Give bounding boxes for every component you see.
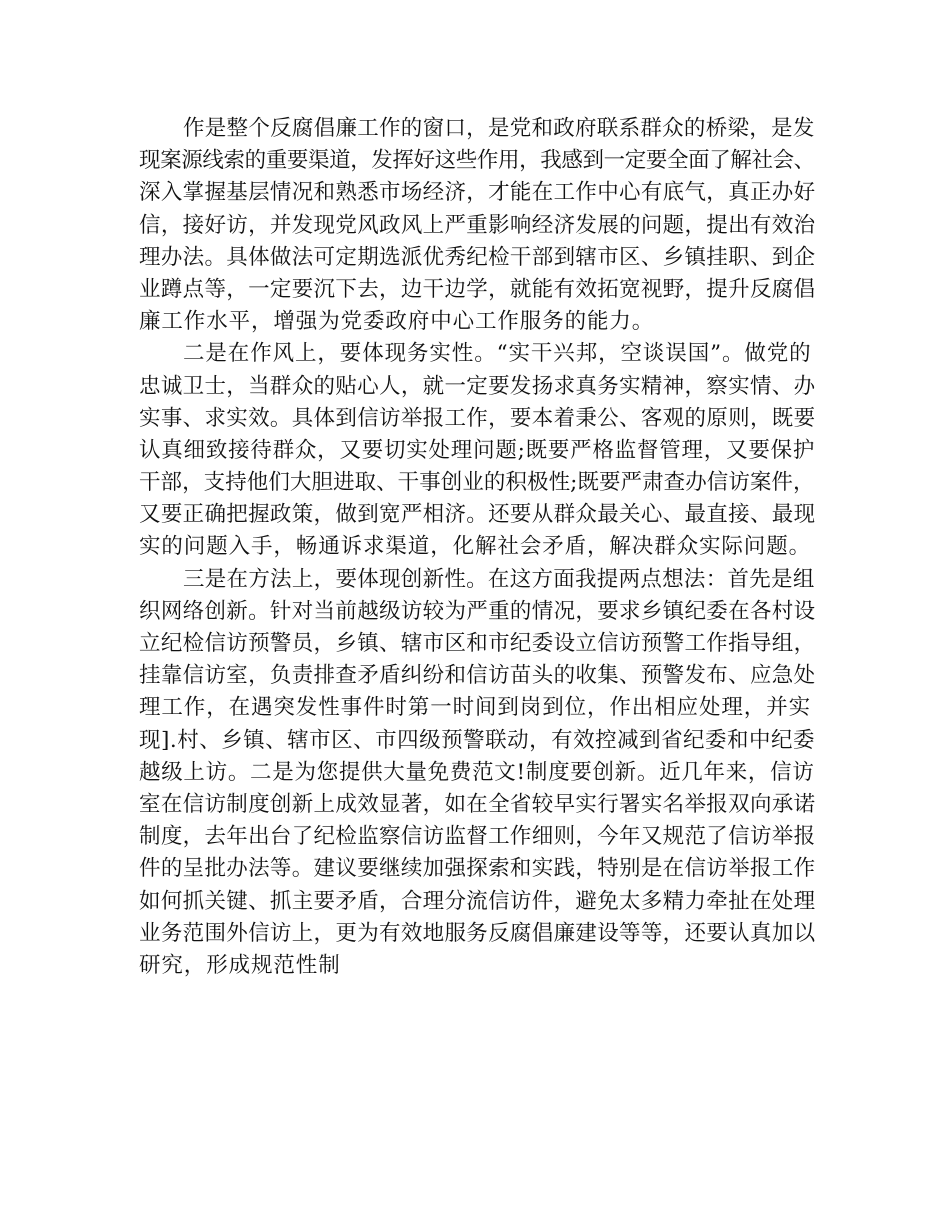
text-line: 作是整个反腐倡廉工作的窗口，是党和政府联系群众的桥梁，是发 [183, 116, 815, 141]
text-line: 廉工作水平，增强为党委政府中心工作服务的能力。 [139, 309, 655, 335]
text-line: 越级上访。二是为您提供大量免费范文!制度要创新。近几年来，信访 [139, 759, 815, 785]
text-line: 业务范围外信访上，更为有效地服务反腐倡廉建设等等，还要认真加以 [139, 920, 816, 946]
text-line: 现案源线索的重要渠道，发挥好这些作用，我感到一定要全面了解社会、 [139, 148, 815, 174]
text-line: 二是在作风上，要体现务实性。“实干兴邦，空谈误国”。做党的 [183, 341, 812, 367]
text-line: 理工作，在遇突发性事件时第一时间到岗到位，作出相应处理，并实 [139, 695, 812, 721]
text-line: 信，接好访，并发现党风政风上严重影响经济发展的问题，提出有效治 [139, 212, 816, 238]
text-line: 认真细致接待群众，又要切实处理问题;既要严格监督管理，又要保护 [139, 437, 816, 463]
text-line: 制度，去年出台了纪检监察信访监督工作细则，今年又规范了信访举报 [139, 824, 816, 850]
text-line: 如何抓关键、抓主要矛盾，合理分流信访件，避免太多精力牵扯在处理 [139, 888, 816, 914]
text-line: 忠诚卫士，当群众的贴心人，就一定要发扬求真务实精神，察实情、办 [139, 373, 816, 399]
text-line: 室在信访制度创新上成效显著，如在全省较早实行署实名举报双向承诺 [139, 791, 816, 817]
text-line: 件的呈批办法等。建议要继续加强探索和实践，特别是在信访举报工作 [139, 856, 816, 882]
text-line: 三是在方法上，要体现创新性。在这方面我提两点想法：首先是组 [183, 566, 815, 592]
text-line: 实事、求实效。具体到信访举报工作，要本着秉公、客观的原则，既要 [139, 405, 816, 431]
body-text [139, 113, 815, 982]
text-line: 现].村、乡镇、辖市区、市四级预警联动，有效控减到省纪委和中纪委 [139, 727, 816, 753]
text-line: 织网络创新。针对当前越级访较为严重的情况，要求乡镇纪委在各村设 [139, 598, 816, 624]
text-line: 业蹲点等，一定要沉下去，边干边学，就能有效拓宽视野，提升反腐倡 [139, 276, 816, 302]
text-line: 实的问题入手，畅通诉求渠道，化解社会矛盾，解决群众实际问题。 [139, 534, 812, 560]
text-line: 立纪检信访预警员，乡镇、辖市区和市纪委设立信访预警工作指导组， [139, 631, 816, 656]
text-line: 深入掌握基层情况和熟悉市场经济，才能在工作中心有底气，真正办好 [139, 180, 816, 206]
text-line: 研究，形成规范性制 [139, 952, 341, 978]
text-line: 挂靠信访室，负责排查矛盾纠纷和信访苗头的收集、预警发布、应急处 [139, 663, 816, 689]
text-line: 又要正确把握政策，做到宽严相济。还要从群众最关心、最直接、最现 [139, 502, 816, 528]
text-line: 理办法。具体做法可定期选派优秀纪检干部到辖市区、乡镇挂职、到企 [139, 244, 816, 270]
text-line: 干部，支持他们大胆进取、干事创业的积极性;既要严肃查办信访案件， [139, 470, 815, 496]
